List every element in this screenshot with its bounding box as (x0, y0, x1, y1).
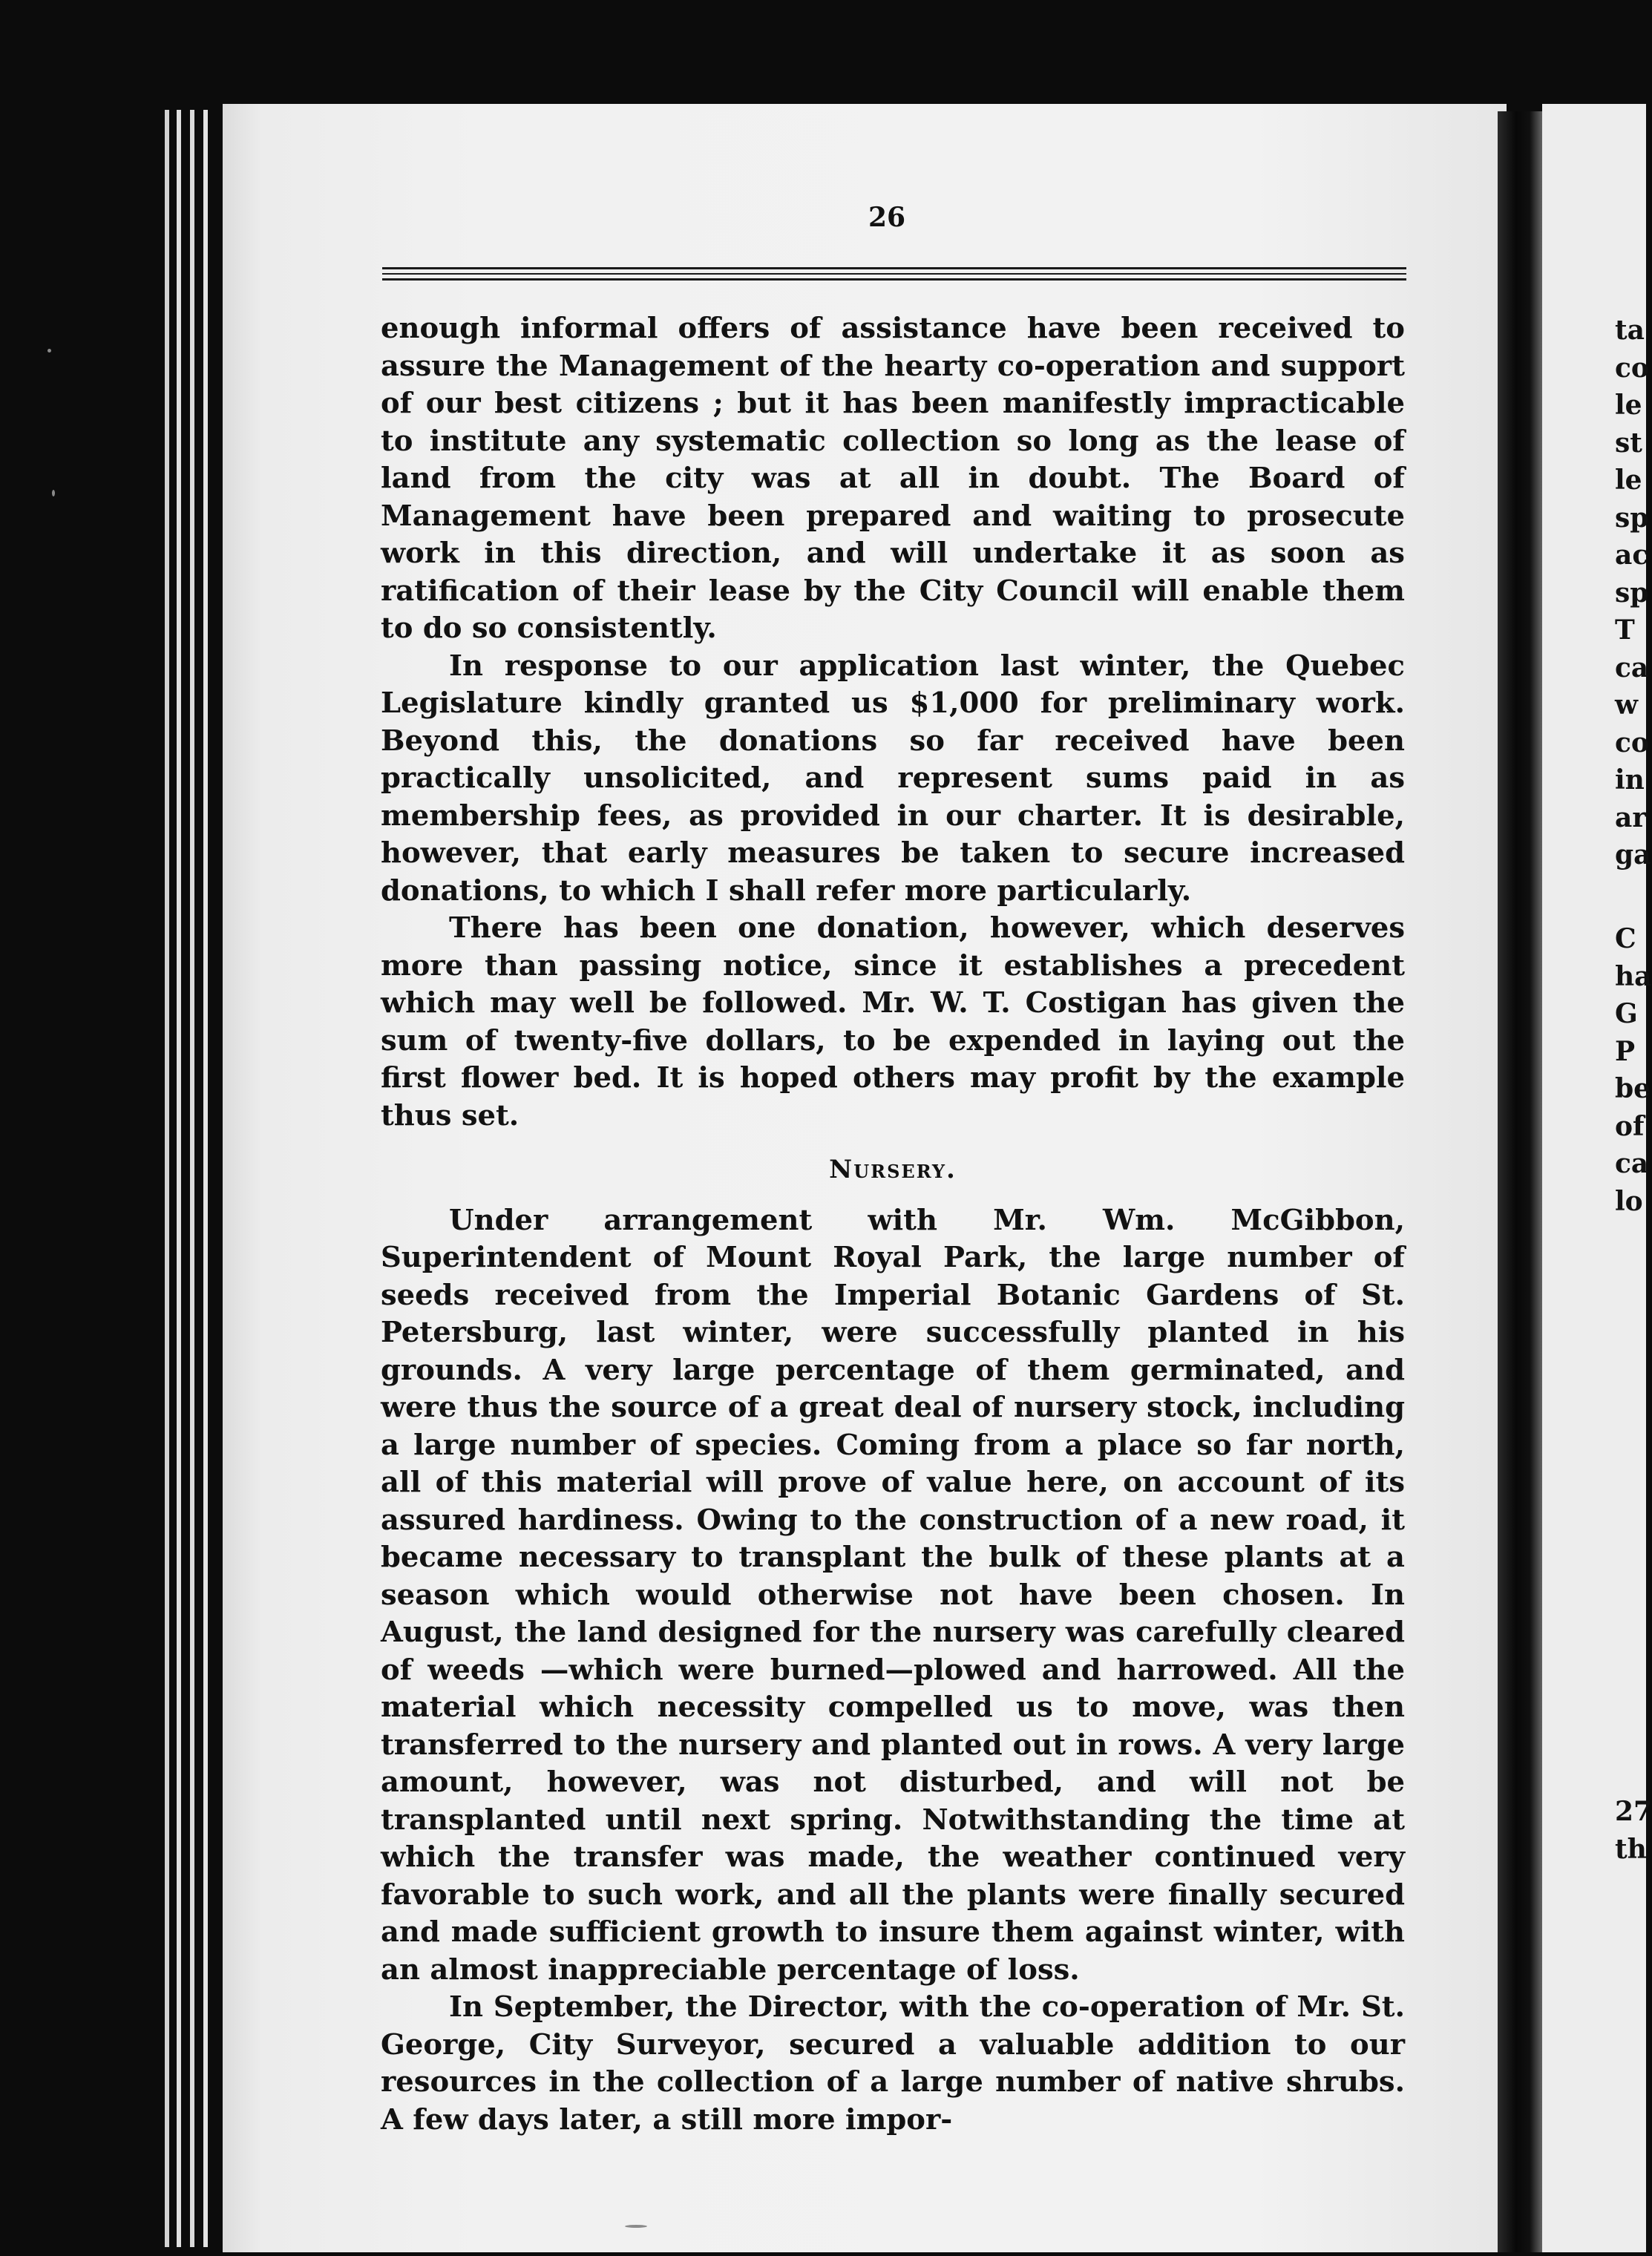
fragment-line: ar (1615, 801, 1647, 833)
facing-page-fragment-group (1615, 312, 1651, 874)
paragraph: There has been one donation, however, which deserves more than passing notice, since it establishes a precedent which may well be followed. Mr. W. T. Costigan has given the sum of twenty-five dollars, to be expended in laying out the first flower bed. It is hoped others may profit by the example thus set. (381, 911, 1405, 1132)
fragment-line: co (1615, 727, 1649, 758)
fragment-line: le (1615, 465, 1642, 496)
fragment-line: of (1615, 1110, 1645, 1142)
fragment-line: le (1615, 390, 1642, 421)
fragment-line: ac (1615, 540, 1649, 571)
facing-page-fragment-group (1615, 1793, 1652, 1868)
fragment-line: ca (1615, 1148, 1649, 1179)
page-edge (165, 110, 169, 2247)
fragment-line: sp (1615, 502, 1649, 534)
fragment-line: P (1615, 1035, 1636, 1067)
fragment-line: w (1615, 689, 1638, 721)
fragment-line: in (1615, 764, 1645, 796)
header-rule-bottom (382, 278, 1406, 281)
header-rule-middle (382, 273, 1406, 275)
section-heading: Nursery. (829, 1155, 957, 1184)
dust-speck (47, 349, 51, 352)
fragment-line: sp (1615, 577, 1649, 609)
page-edge (190, 110, 194, 2247)
fragment-line: ta (1615, 315, 1645, 346)
fragment-line: ha (1615, 960, 1652, 992)
fragment-line: T (1615, 614, 1635, 646)
fragment-line: C (1615, 923, 1636, 954)
fragment-line: co (1615, 352, 1649, 384)
header-rule-top (382, 267, 1406, 269)
fragment-line: 27 (1615, 1796, 1652, 1827)
fragment-line: st (1615, 427, 1642, 459)
fragment-line: th (1615, 1833, 1647, 1865)
fragment-line: G (1615, 998, 1638, 1029)
paragraph: Under arrangement with Mr. Wm. McGibbon, Superintendent of Mount Royal Park, the large number of seeds received from the Imperial Botanic Gardens of St. Petersburg, last winter, were successfully planted in his grounds. A very large percentage of them germinated, and were thus the source of a great deal of nursery stock, including a large number of species. Coming from a place so far north, all of this material will prove of value here, on account of its assured hardiness. Owing to the construction of a new road, it became necessary to transplant the bulk of these plants at a season which would otherwise not have been chosen. In August, the land designed for the nursery was carefully cleared of weeds —which were burned—plowed and harrowed. All the material which necessity compelled us to move, was then transferred to the nursery and planted out in rows. A very large amount, however, was not disturbed, and will not be transplanted until next spring. Notwithstanding the time at which the transfer was made, the weather continued very favorable to such work, and all the plants were finally secured and made sufficient growth to insure them against winter, with an almost inappreciable percentage of loss. (381, 1203, 1405, 1987)
paragraph: In response to our application last winter, the Quebec Legislature kindly granted us $1,000 for preliminary work. Beyond this, the donations so far received have been practically unsolicited, and represent sums paid in as membership fees, as provided in our charter. It is desirable, however, that early measures be taken to secure increased donations, to which I shall refer more particularly. (381, 649, 1405, 908)
page-edge (177, 110, 181, 2247)
book-gutter (1498, 111, 1544, 2252)
fragment-line: be (1615, 1073, 1651, 1104)
dust-speck (625, 2225, 647, 2228)
fragment-line: ga (1615, 839, 1651, 870)
paragraph: In September, the Director, with the co-operation of Mr. St. George, City Surveyor, secured a valuable addition to our resources in the collection of a large number of native shrubs. A few days later, a still more impor- (381, 1990, 1405, 2137)
dust-speck (52, 490, 55, 496)
fragment-line: lo (1615, 1185, 1643, 1217)
fragment-line: ca (1615, 652, 1649, 683)
paragraph: enough informal offers of assistance have been received to assure the Management of the hearty co-operation and support of our best citizens ; but it has been manifestly impracticable to institute any systematic collection so long as the lease of land from the city was at all in doubt. The Board of Management have been prepared and waiting to prosecute work in this direction, and will undertake it as soon as ratification of their lease by the City Council will enable them to do so consistently. (381, 312, 1405, 645)
page-edge (203, 110, 208, 2247)
facing-page-fragment-group (1615, 920, 1652, 1220)
page-body (381, 310, 1405, 2139)
page-number: 26 (868, 202, 906, 233)
